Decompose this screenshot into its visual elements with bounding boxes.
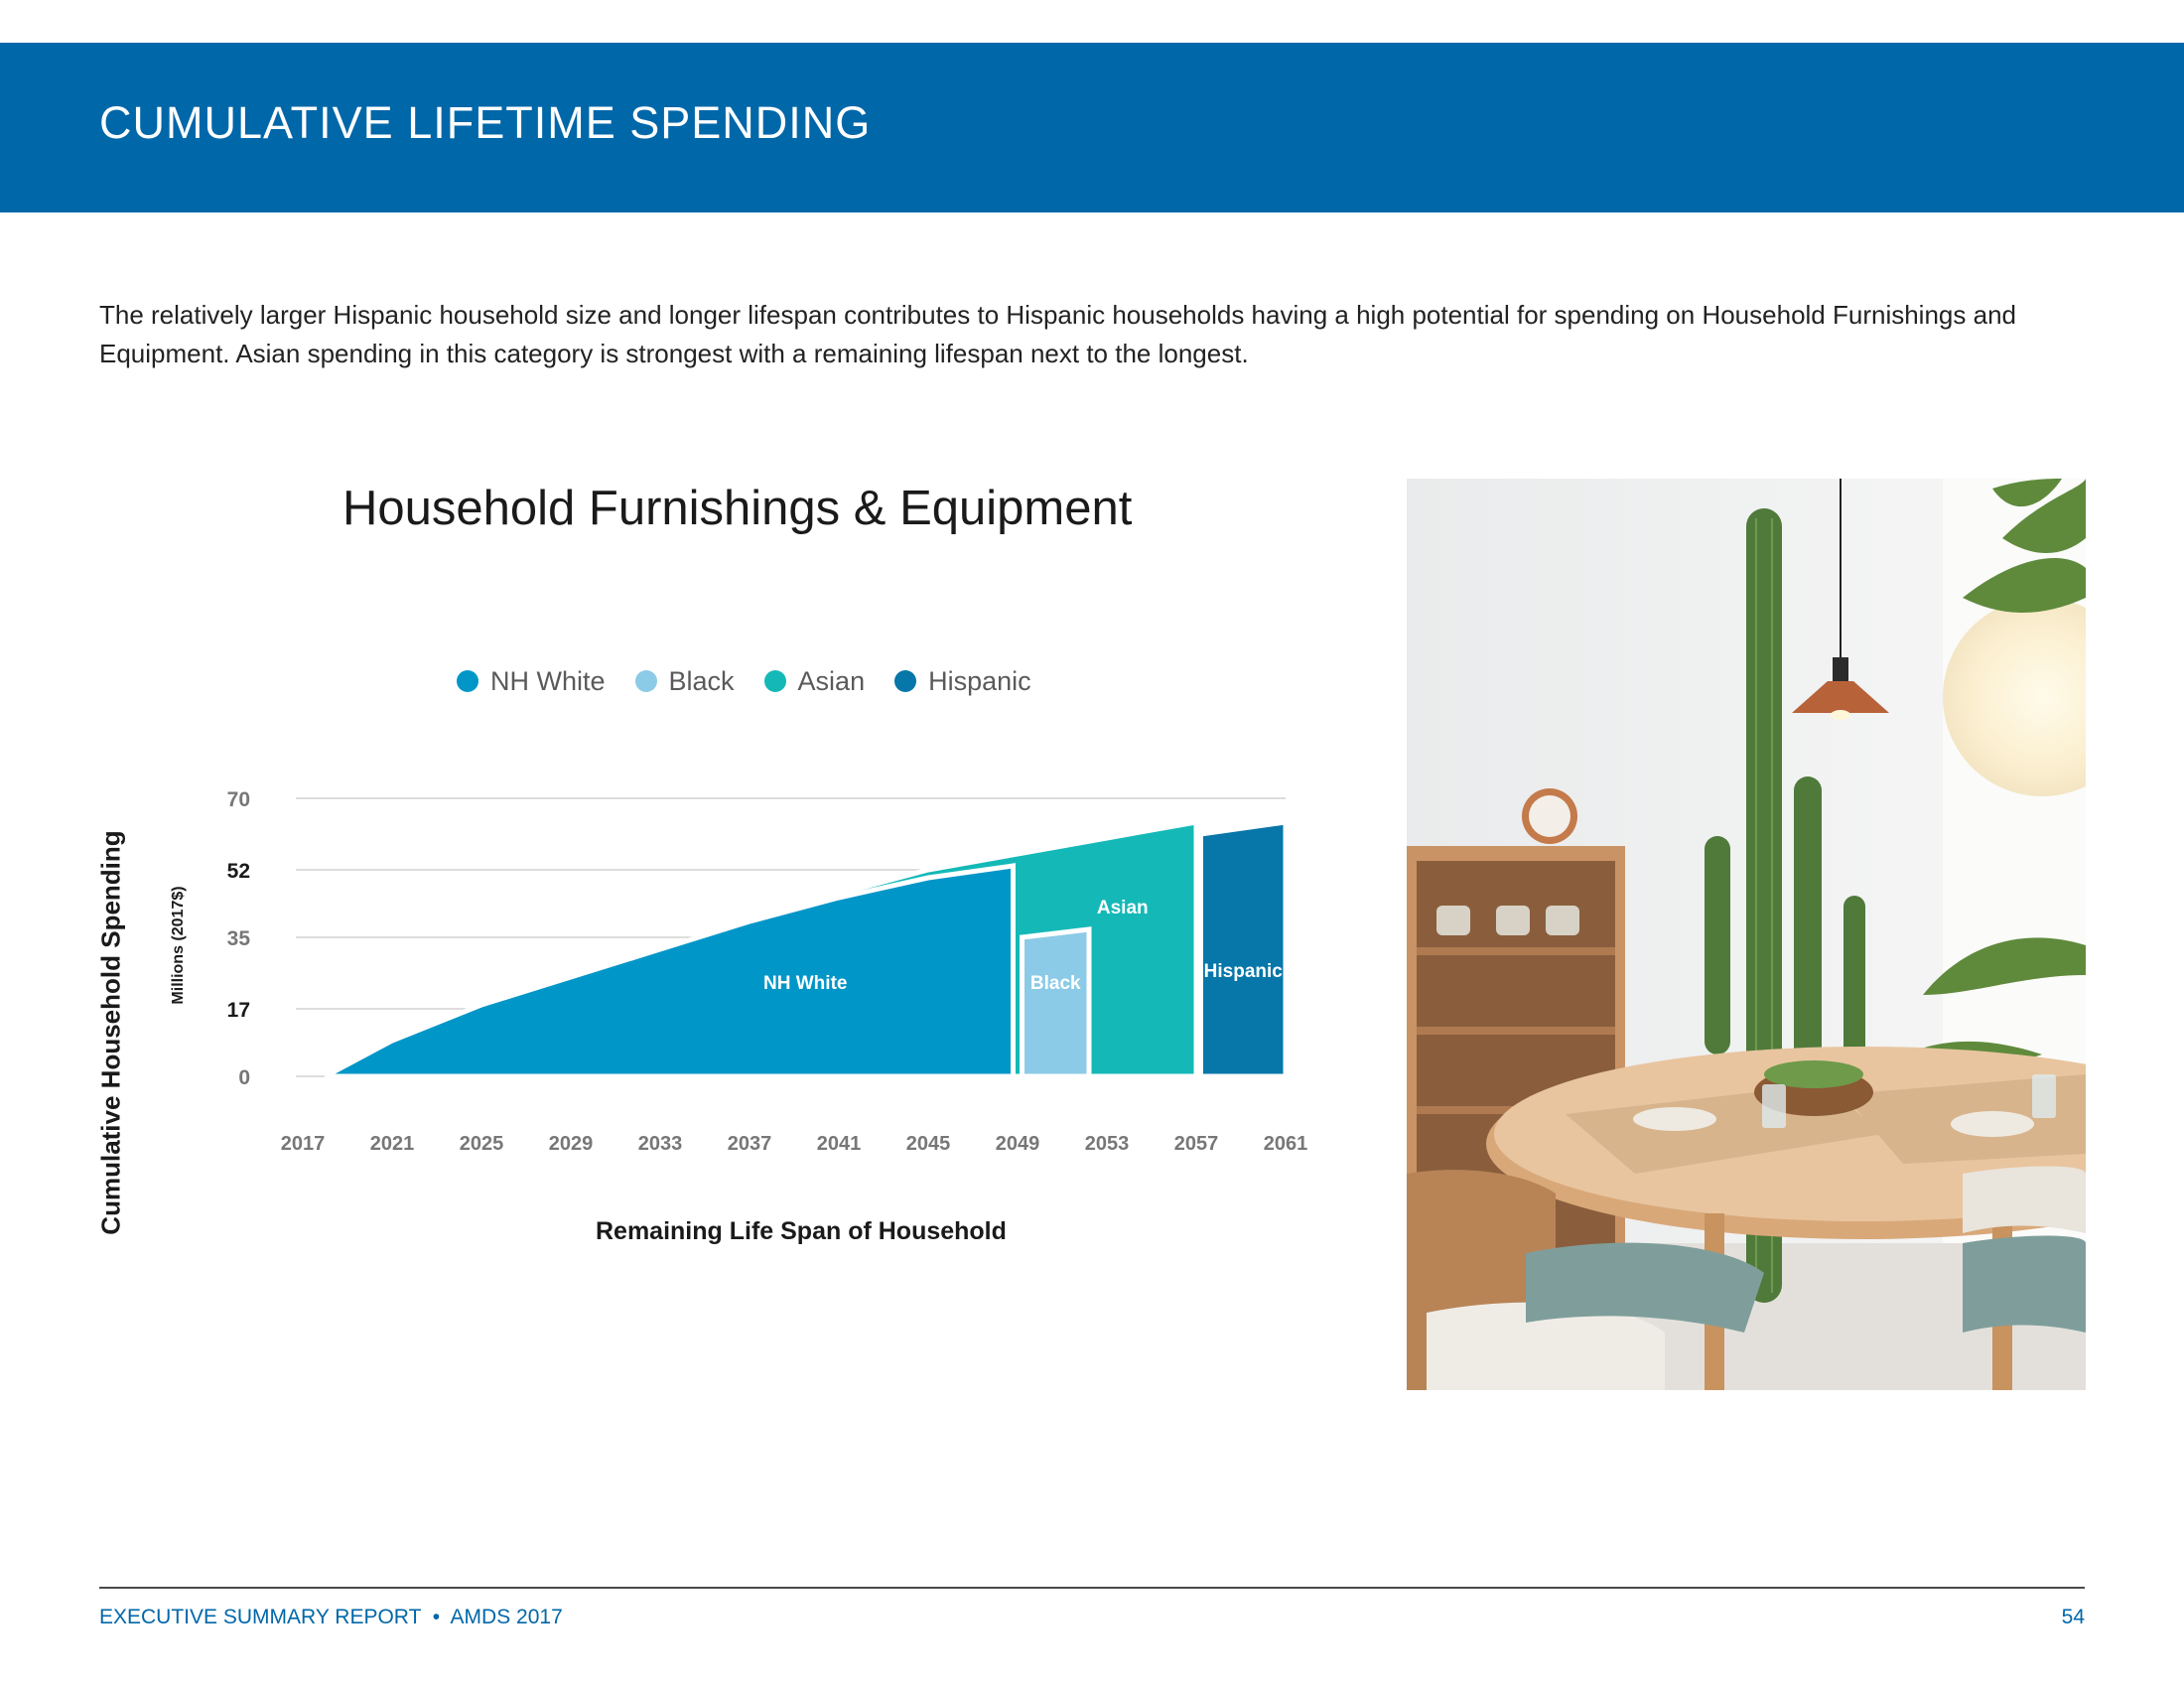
page-title: CUMULATIVE LIFETIME SPENDING (99, 97, 872, 148)
area-black (1023, 929, 1090, 1076)
x-tick-label: 2057 (1173, 1133, 1219, 1155)
legend-label-asian: Asian (797, 665, 866, 696)
x-tick-label: 2061 (1263, 1133, 1308, 1155)
chart-title: Household Furnishings & Equipment (342, 482, 1133, 535)
area-label-black: Black (1029, 973, 1081, 994)
footer-report-name: EXECUTIVE SUMMARY REPORT • AMDS 2017 (99, 1606, 563, 1628)
area-label-hispanic: Hispanic (1203, 961, 1283, 982)
x-tick-label: 2029 (548, 1133, 594, 1155)
x-tick-label: 2033 (637, 1133, 683, 1155)
x-tick-label: 2037 (727, 1133, 772, 1155)
page-number: 54 (2061, 1606, 2085, 1628)
y-tick-label: 17 (226, 999, 250, 1022)
x-tick-label: 2021 (369, 1133, 415, 1155)
y-tick-label: 0 (238, 1066, 250, 1089)
area-label-nh-white: NH White (763, 973, 848, 994)
x-tick-label: 2045 (905, 1133, 951, 1155)
y-axis-title: Cumulative Household Spending (95, 830, 126, 1235)
x-tick-label: 2049 (995, 1133, 1040, 1155)
y-tick-label: 70 (226, 788, 250, 811)
footer-rule (99, 1587, 2085, 1589)
intro-paragraph: The relatively larger Hispanic household size and longer lifespan contributes to Hispanic households having a high potential for spending on Household Furnishings and Equipment. Asian spending in this category is strongest with a remaining lifespan next to the longest. (99, 300, 2016, 368)
x-tick-label: 2017 (280, 1133, 326, 1155)
legend-label-nh-white: NH White (490, 665, 606, 696)
area-label-asian: Asian (1096, 898, 1149, 918)
y-tick-label: 52 (226, 860, 250, 883)
area-hispanic (1201, 822, 1287, 1076)
x-tick-label: 2025 (459, 1133, 504, 1155)
area-nh-white (326, 866, 1014, 1076)
x-tick-label: 2053 (1084, 1133, 1130, 1155)
dining-room-photo (1407, 479, 2086, 1390)
chart-areas (326, 822, 1287, 1076)
y-tick-label: 35 (226, 927, 250, 950)
x-tick-label: 2041 (816, 1133, 862, 1155)
legend-label-black: Black (668, 665, 735, 696)
y-axis-unit: Millions (2017$) (170, 886, 187, 1005)
x-axis-title: Remaining Life Span of Household (596, 1217, 1007, 1245)
legend-label-hispanic: Hispanic (928, 665, 1031, 696)
